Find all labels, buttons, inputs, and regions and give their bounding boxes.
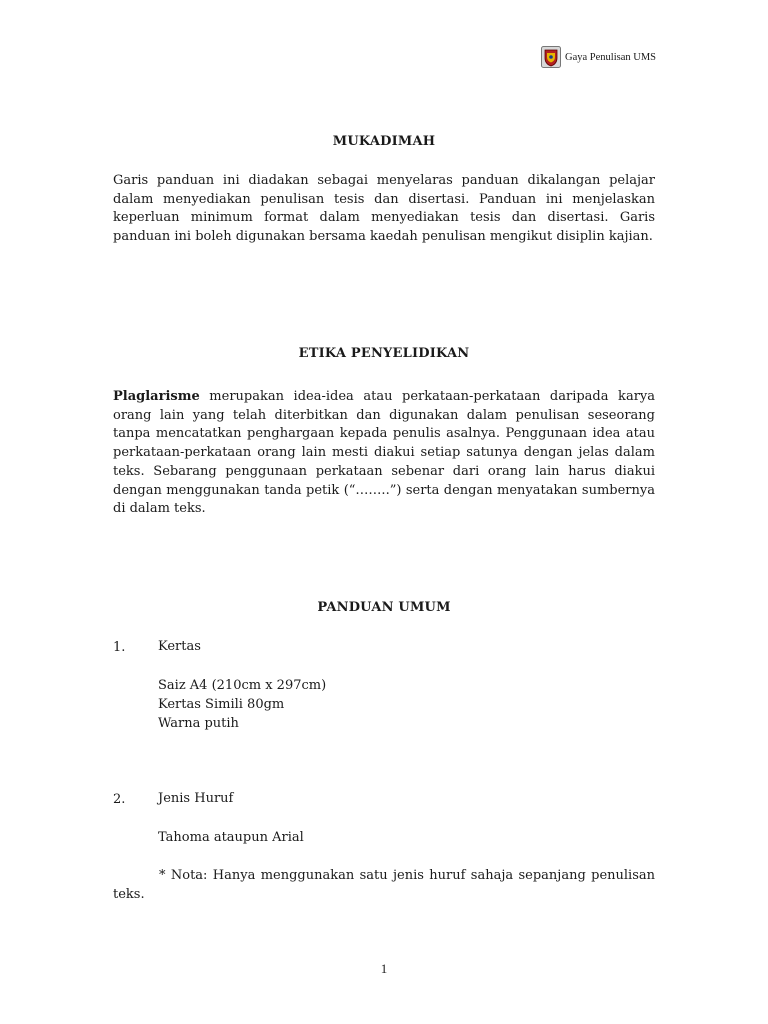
font-note: * Nota: Hanya menggunakan satu jenis huruf sahaja sepanjang penulisan teks.: [113, 868, 655, 902]
etika-paragraph-body: merupakan idea-idea atau perkataan-perkataan daripada karya orang lain yang telah diterbitkan dan digunakan dalam penulisan seseorang tanpa mencatatkan penghargaan kepada penulis asalnya. Penggunaan idea atau perkataan-perkataan orang lain mesti diakui setiap satunya dengan jelas dalam teks. Sebarang penggunaan perkataan sebenar dari orang lain harus diakui dengan menggunakan tanda petik (“……..”) serta dengan menyatakan sumbernya di dalam teks.: [113, 389, 655, 517]
section-title-mukadimah: MUKADIMAH: [332, 134, 436, 149]
item-number: 2.: [113, 792, 126, 807]
item-number: 1.: [113, 640, 126, 655]
etika-paragraph: [113, 388, 655, 519]
paper-color: Warna putih: [158, 716, 239, 731]
paper-size: Saiz A4 (210cm x 297cm): [158, 678, 327, 693]
header-title: Gaya Penulisan UMS: [565, 51, 656, 63]
font-choice: Tahoma ataupun Arial: [158, 830, 304, 845]
mukadimah-paragraph: Garis panduan ini diadakan sebagai menyelaras panduan dikalangan pelajar dalam menyediakan penulisan tesis dan disertasi. Panduan ini menjelaskan keperluan minimum format dalam menyediakan tesis dan disertasi. Garis panduan ini boleh digunakan bersama kaedah penulisan mengikut disiplin kajian.: [113, 173, 655, 245]
document-header: [541, 46, 656, 68]
item-label-jenis-huruf: Jenis Huruf: [158, 791, 234, 806]
section-title-etika: ETIKA PENYELIDIKAN: [298, 346, 470, 361]
item-label-kertas: Kertas: [158, 639, 201, 654]
section-title-panduan: PANDUAN UMUM: [317, 600, 451, 615]
plagiarism-term: Plaglarisme: [113, 389, 200, 404]
paper-type: Kertas Simili 80gm: [158, 697, 285, 712]
university-crest-icon: [541, 46, 561, 68]
page-number: 1: [380, 961, 388, 976]
